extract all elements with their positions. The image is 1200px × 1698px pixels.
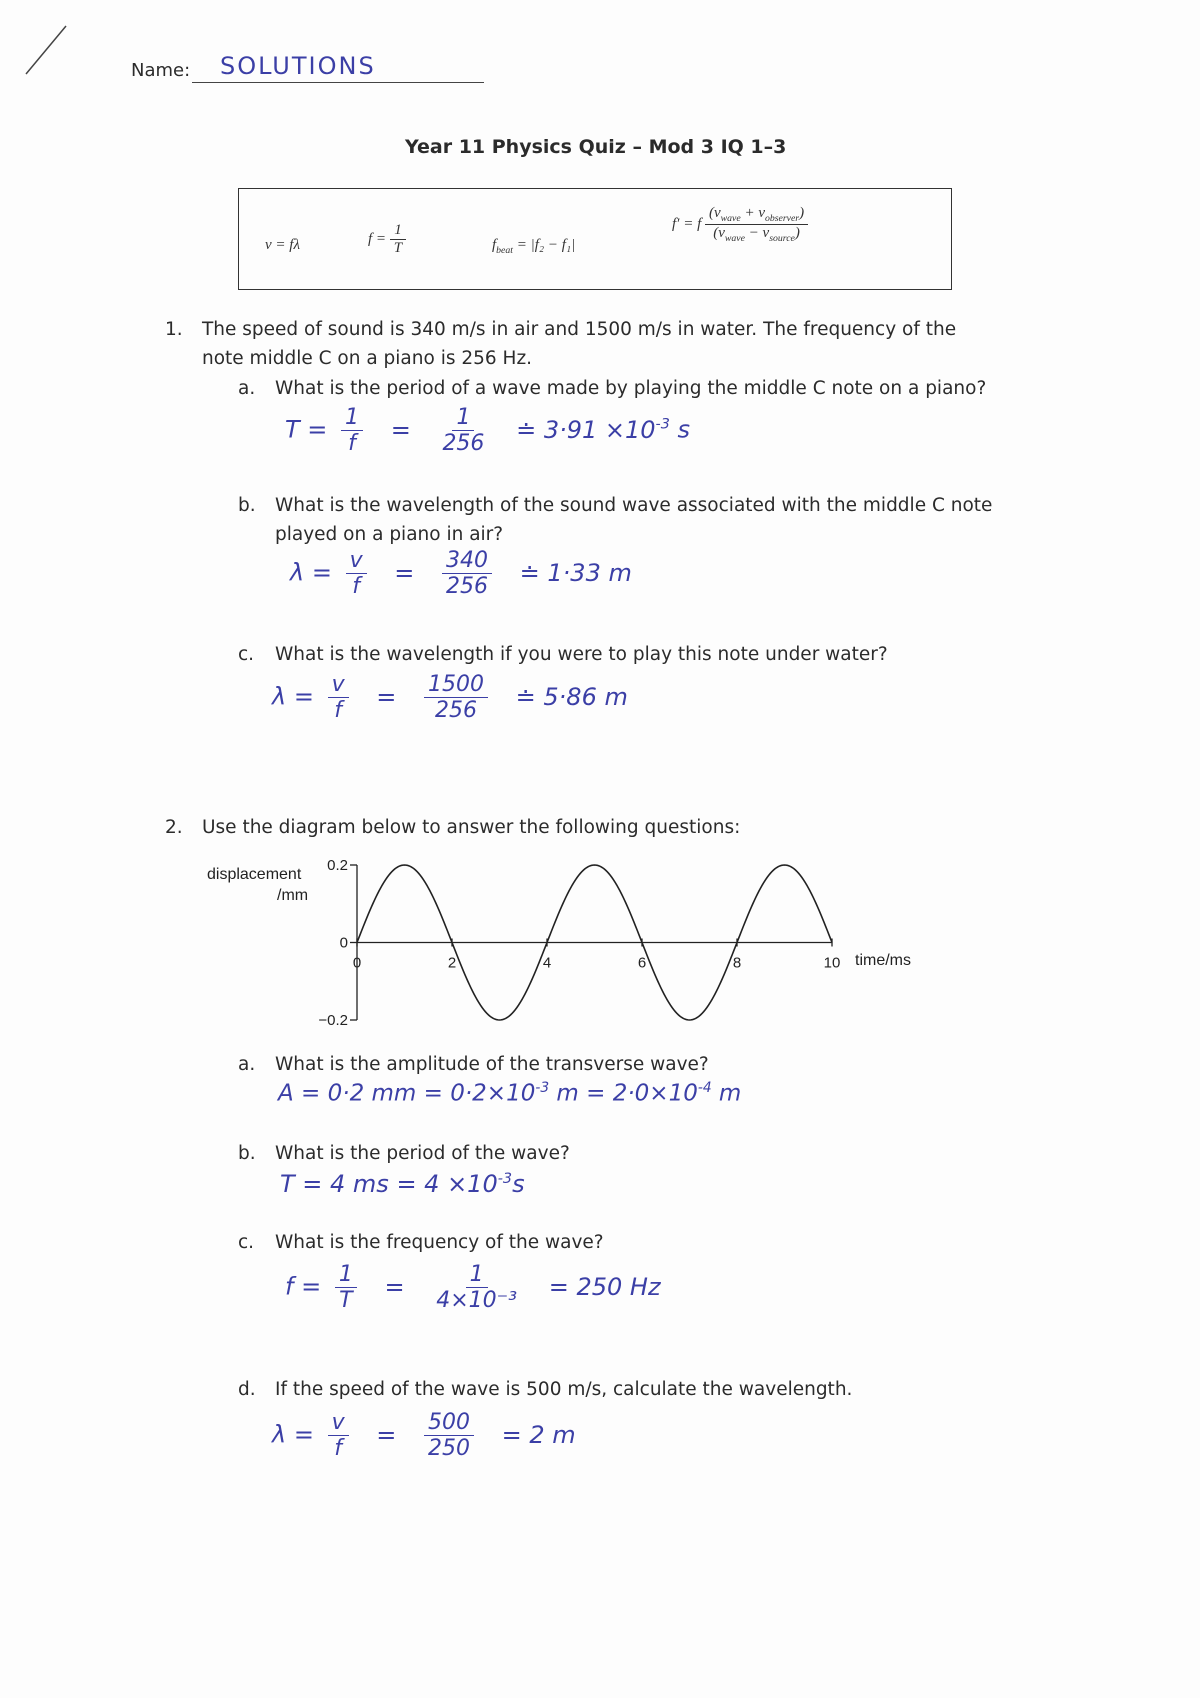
q1-number: 1. [165,319,183,340]
formula-f3-sub: beat [496,245,513,256]
formula-f4-num-sub2: observer [764,213,800,224]
chart-x-tick-label: 0 [352,954,362,972]
chart-x-tick-label: 6 [637,954,647,972]
chart-y-tick-label: −0.2 [318,1012,348,1029]
q1c-text: What is the wavelength if you were to play this note under water? [275,644,888,665]
q1b-ans-frac2-num: 340 [442,548,492,574]
q1c-ans-lhs: λ = [272,682,314,711]
q2-number: 2. [165,817,183,838]
formula-f4-num-open: (v [709,205,721,221]
q1c-ans-frac2-den: 256 [435,698,478,723]
q1b-ans-frac2-den: 256 [446,574,489,599]
q2b-ans-unit: s [512,1170,525,1198]
name-underline [192,82,484,83]
chart-x-tick-label: 10 [823,954,841,972]
q1b-ans-frac1-num: v [346,548,367,574]
formula-doppler [672,205,808,244]
q2b-letter: b. [238,1143,256,1164]
q2d-answer [272,1410,576,1461]
q1c-ans-frac1-den: f [334,698,342,723]
q2a-text: What is the amplitude of the transverse wave? [275,1054,709,1075]
q2a-ans-exp2: -4 [697,1080,712,1096]
q1c-answer [272,672,628,723]
formula-f-1-over-T [368,222,406,257]
q1a-ans-lhs: T = [285,415,328,444]
q1a-ans-frac2-den: 256 [442,431,485,456]
formula-f4-num-mid: + v [740,205,765,221]
q2c-text: What is the frequency of the wave? [275,1232,604,1253]
chart-ylabel-line1: displacement [207,866,302,883]
q1b-ans-eq: = [394,558,415,587]
formula-f3: f [492,237,497,253]
formula-f4-num-sub1: wave [720,213,741,224]
q1a-letter: a. [238,378,256,399]
q2c-ans-frac2-num: 1 [466,1262,488,1288]
q2c-ans-frac1-den: T [339,1288,353,1313]
formula-f4-den-sub1: wave [724,233,745,244]
q2a-ans-exp: -3 [535,1080,550,1096]
formula-f3-rhs: = |f₂ − f₁| [516,237,576,253]
q2c-ans-frac1-num: 1 [335,1262,357,1288]
formula-box [238,188,952,290]
name-value: SOLUTIONS [220,52,376,80]
q1-stem: The speed of sound is 340 m/s in air and 1500 m/s in water. The frequency of the note middle C on a piano is 256 Hz. [202,319,957,369]
q2a-answer [278,1080,741,1107]
q1a-ans-result: ≐ 3·91 ×10 [516,415,656,444]
q2d-ans-frac2-den: 250 [428,1436,471,1461]
formula-f2-lhs: f = [368,230,387,247]
q2c-ans-eq: = [384,1272,405,1301]
q2a-ans-unit: m [711,1080,742,1107]
name-label: Name: [131,60,191,81]
formula-f4-den-mid: − v [744,225,770,241]
formula-f2-den: T [393,240,403,256]
chart-x-tick-label: 8 [732,954,742,972]
q2c-ans-frac2-den: 4×10⁻³ [436,1288,518,1313]
q2a-ans: A = 0·2 mm = 0·2×10 [278,1080,536,1107]
q2d-ans-result: = 2 m [501,1420,576,1449]
q1b-ans-lhs: λ = [290,558,332,587]
q2-stem: Use the diagram below to answer the following questions: [202,817,741,838]
q2b-ans: T = 4 ms = 4 ×10 [280,1170,498,1198]
q2d-ans-lhs: λ = [272,1420,314,1449]
q1b-ans-result: ≐ 1·33 m [519,558,632,587]
formula-f4-num-close: ) [799,205,805,221]
q2c-answer [285,1262,661,1313]
q1b-text: What is the wavelength of the sound wave associated with the middle C note played on a piano in air? [275,495,993,545]
chart-y-tick-label: 0.2 [327,857,348,874]
formula-f4-den-close: ) [794,225,800,241]
q1a-ans-unit: s [677,415,691,444]
chart-ylabel-line2: /mm [277,887,309,904]
chart-x-tick-label: 2 [447,954,457,972]
q1c-ans-result: ≐ 5·86 m [515,682,628,711]
q1a-ans-frac2-num: 1 [452,405,474,431]
q2c-ans-result: = 250 Hz [548,1272,661,1301]
q2b-text: What is the period of the wave? [275,1143,570,1164]
formula-f4-lhs: f′ = f [672,215,702,232]
wave-chart [195,850,955,1040]
q2b-ans-exp: -3 [497,1171,513,1187]
q2a-ans-mid: m = 2·0×10 [549,1080,698,1107]
q2b-answer [280,1170,525,1198]
q1a-answer [285,405,690,456]
q1a-text: What is the period of a wave made by playing the middle C note on a piano? [275,378,987,399]
q2a-letter: a. [238,1054,256,1075]
formula-f2-num: 1 [390,222,406,240]
q1b-answer [290,548,632,599]
q1c-ans-eq: = [376,682,397,711]
page-title: Year 11 Physics Quiz – Mod 3 IQ 1–3 [405,136,787,158]
q2d-ans-eq: = [376,1420,397,1449]
q2d-ans-frac1-num: v [328,1410,349,1436]
q1a-ans-frac1-num: 1 [341,405,363,431]
formula-beat-frequency [492,237,575,256]
q1b-letter: b. [238,495,256,516]
q2d-text: If the speed of the wave is 500 m/s, calculate the wavelength. [275,1379,853,1400]
q1c-ans-frac2-num: 1500 [424,672,488,698]
q2d-letter: d. [238,1379,256,1400]
chart-y-tick-label: 0 [339,934,348,952]
formula-v-f-lambda: v = fλ [265,237,300,253]
q1b-ans-frac1-den: f [352,574,360,599]
formula-f4-den-open: (v [713,225,725,241]
chart-x-tick-label: 4 [542,954,552,972]
formula-f4-den-sub2: source [769,233,795,244]
q1a-ans-eq: = [390,415,411,444]
q2c-ans-lhs: f = [285,1272,322,1301]
q2c-letter: c. [238,1232,255,1253]
q1a-ans-frac1-den: f [348,431,356,456]
q1a-ans-exp: -3 [655,416,670,433]
q1c-letter: c. [238,644,255,665]
q2d-ans-frac2-num: 500 [424,1410,474,1436]
q1c-ans-frac1-num: v [328,672,349,698]
q2d-ans-frac1-den: f [334,1436,342,1461]
corner-pen-mark [20,22,70,82]
chart-xlabel: time/ms [855,952,911,969]
